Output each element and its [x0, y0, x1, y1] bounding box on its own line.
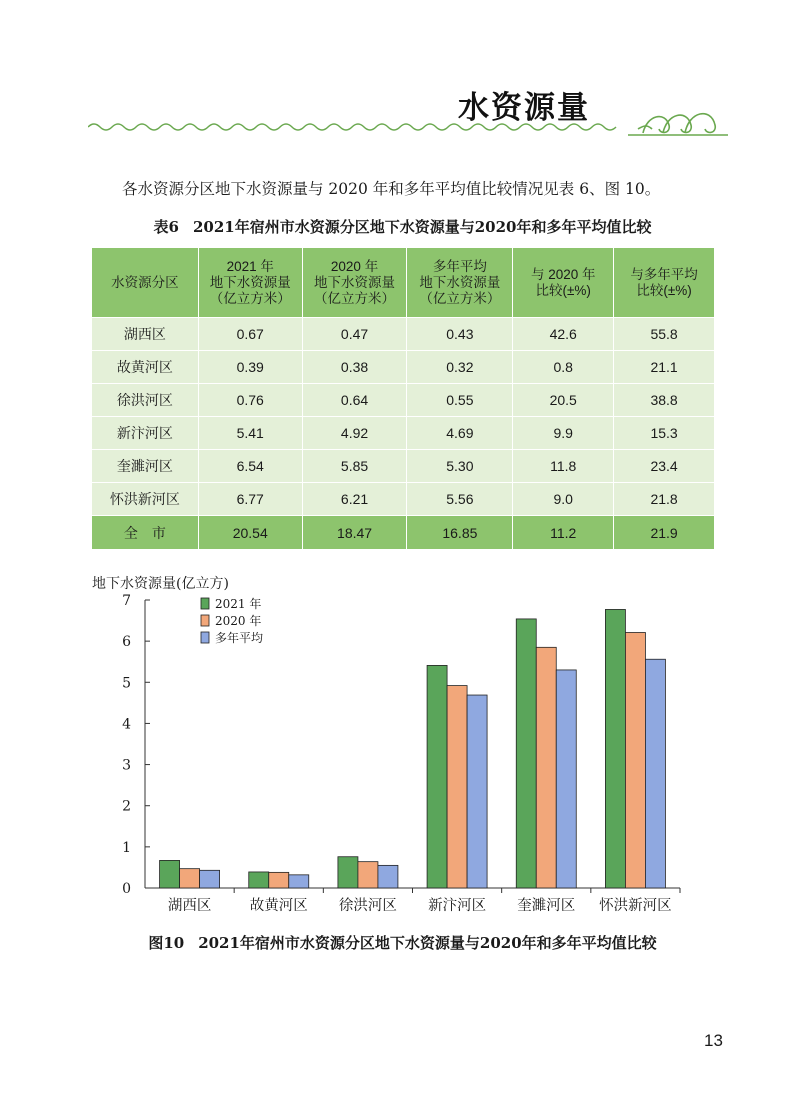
header-cell-line: 地下水资源量	[419, 274, 501, 290]
value-cell: 23.4	[614, 450, 715, 483]
table-title-text: 2021年宿州市水资源分区地下水资源量与2020年和多年平均值比较	[192, 218, 652, 236]
value-cell: 6.77	[198, 483, 302, 516]
bar-奎濉河区-1	[536, 647, 556, 888]
value-cell: 5.56	[407, 483, 513, 516]
y-tick-label: 4	[122, 716, 131, 733]
value-cell: 5.41	[198, 417, 302, 450]
value-cell: 4.69	[407, 417, 513, 450]
value-cell: 0.43	[407, 318, 513, 351]
bar-徐洪河区-2	[378, 865, 398, 888]
value-cell: 6.21	[302, 483, 407, 516]
y-tick-label: 1	[122, 839, 131, 856]
header-cell-line: 与多年平均	[630, 266, 698, 282]
figure-caption-text: 2021年宿州市水资源分区地下水资源量与2020年和多年平均值比较	[198, 934, 657, 952]
region-cell: 怀洪新河区	[92, 483, 199, 516]
header-cell-line: 2020 年	[330, 258, 379, 274]
page-number: 13	[704, 1031, 723, 1050]
region-cell: 新汴河区	[92, 417, 199, 450]
x-tick-label: 怀洪新河区	[599, 898, 672, 914]
region-cell: 湖西区	[92, 318, 199, 351]
header-cell-line: 比较(±%)	[636, 282, 692, 298]
value-cell: 18.47	[302, 516, 407, 550]
value-cell: 9.9	[513, 417, 614, 450]
value-cell: 6.54	[198, 450, 302, 483]
y-tick-label: 0	[122, 881, 131, 897]
bar-徐洪河区-1	[358, 862, 378, 888]
region-cell: 故黄河区	[92, 351, 199, 384]
value-cell: 0.38	[302, 351, 407, 384]
legend-swatch	[201, 615, 209, 626]
header-cell-line: （亿立方米）	[209, 290, 291, 306]
figure-number: 图10	[148, 934, 185, 952]
bar-奎濉河区-0	[516, 619, 536, 888]
bar-故黄河区-1	[269, 872, 289, 888]
bar-故黄河区-0	[249, 872, 269, 888]
value-cell: 21.9	[614, 516, 715, 550]
value-cell: 15.3	[614, 417, 715, 450]
page-header-title: 水资源量	[458, 90, 590, 126]
header-cell-line: 2021 年	[226, 258, 274, 274]
bar-怀洪新河区-2	[645, 659, 665, 888]
value-cell: 11.8	[513, 450, 614, 483]
value-cell: 0.64	[302, 384, 407, 417]
value-cell: 38.8	[614, 384, 715, 417]
value-cell: 9.0	[513, 483, 614, 516]
header-cell-line: 多年平均	[432, 258, 487, 274]
value-cell: 0.32	[407, 351, 513, 384]
y-tick-label: 2	[122, 798, 131, 815]
header-cell-line: （亿立方米）	[419, 290, 501, 306]
value-cell: 16.85	[407, 516, 513, 550]
bar-新汴河区-0	[427, 665, 447, 888]
bar-故黄河区-2	[289, 875, 309, 888]
value-cell: 0.8	[513, 351, 614, 384]
y-tick-label: 7	[122, 593, 131, 609]
value-cell: 21.8	[614, 483, 715, 516]
x-tick-label: 湖西区	[167, 898, 212, 914]
legend-swatch	[201, 632, 209, 643]
value-cell: 20.5	[513, 384, 614, 417]
intro-paragraph: 各水资源分区地下水资源量与 2020 年和多年平均值比较情况见表 6、图 10。	[122, 180, 661, 198]
bar-徐洪河区-0	[338, 857, 358, 888]
bar-新汴河区-1	[447, 686, 467, 888]
table-number: 表6	[153, 218, 179, 236]
legend-label: 2021 年	[215, 597, 262, 611]
value-cell: 21.1	[614, 351, 715, 384]
bar-湖西区-2	[200, 870, 220, 888]
value-cell: 0.47	[302, 318, 407, 351]
header-cell-line: 地下水资源量	[314, 274, 396, 290]
header-cell-line: 比较(±%)	[535, 282, 591, 298]
bar-湖西区-1	[180, 869, 200, 888]
value-cell: 4.92	[302, 417, 407, 450]
region-cell: 徐洪河区	[92, 384, 199, 417]
region-cell: 奎濉河区	[92, 450, 199, 483]
bar-怀洪新河区-1	[625, 633, 645, 888]
y-axis-label: 地下水资源量(亿立方)	[92, 576, 229, 592]
bar-湖西区-0	[160, 860, 180, 888]
header-cell-line: （亿立方米）	[314, 290, 396, 306]
value-cell: 5.85	[302, 450, 407, 483]
legend-swatch	[201, 598, 209, 609]
legend-label: 多年平均	[215, 631, 264, 645]
x-tick-label: 奎濉河区	[517, 898, 576, 914]
x-tick-label: 新汴河区	[428, 898, 487, 914]
y-tick-label: 6	[122, 634, 131, 651]
bar-奎濉河区-2	[556, 670, 576, 888]
header-cell-line: 地下水资源量	[209, 274, 291, 290]
value-cell: 5.30	[407, 450, 513, 483]
value-cell: 0.55	[407, 384, 513, 417]
bar-新汴河区-2	[467, 695, 487, 888]
figure-caption	[0, 932, 805, 953]
header-cell-line: 水资源分区	[111, 274, 179, 290]
y-tick-label: 5	[122, 675, 131, 692]
value-cell: 55.8	[614, 318, 715, 351]
header-cell-line: 与 2020 年	[530, 266, 596, 282]
region-cell: 全 市	[92, 516, 199, 550]
value-cell: 0.76	[198, 384, 302, 417]
legend-label: 2020 年	[215, 614, 262, 628]
value-cell: 42.6	[513, 318, 614, 351]
value-cell: 0.67	[198, 318, 302, 351]
x-tick-label: 徐洪河区	[338, 898, 397, 914]
bar-怀洪新河区-0	[605, 609, 625, 888]
value-cell: 20.54	[198, 516, 302, 550]
value-cell: 11.2	[513, 516, 614, 550]
value-cell: 0.39	[198, 351, 302, 384]
x-tick-label: 故黄河区	[249, 898, 308, 914]
y-tick-label: 3	[122, 757, 131, 774]
